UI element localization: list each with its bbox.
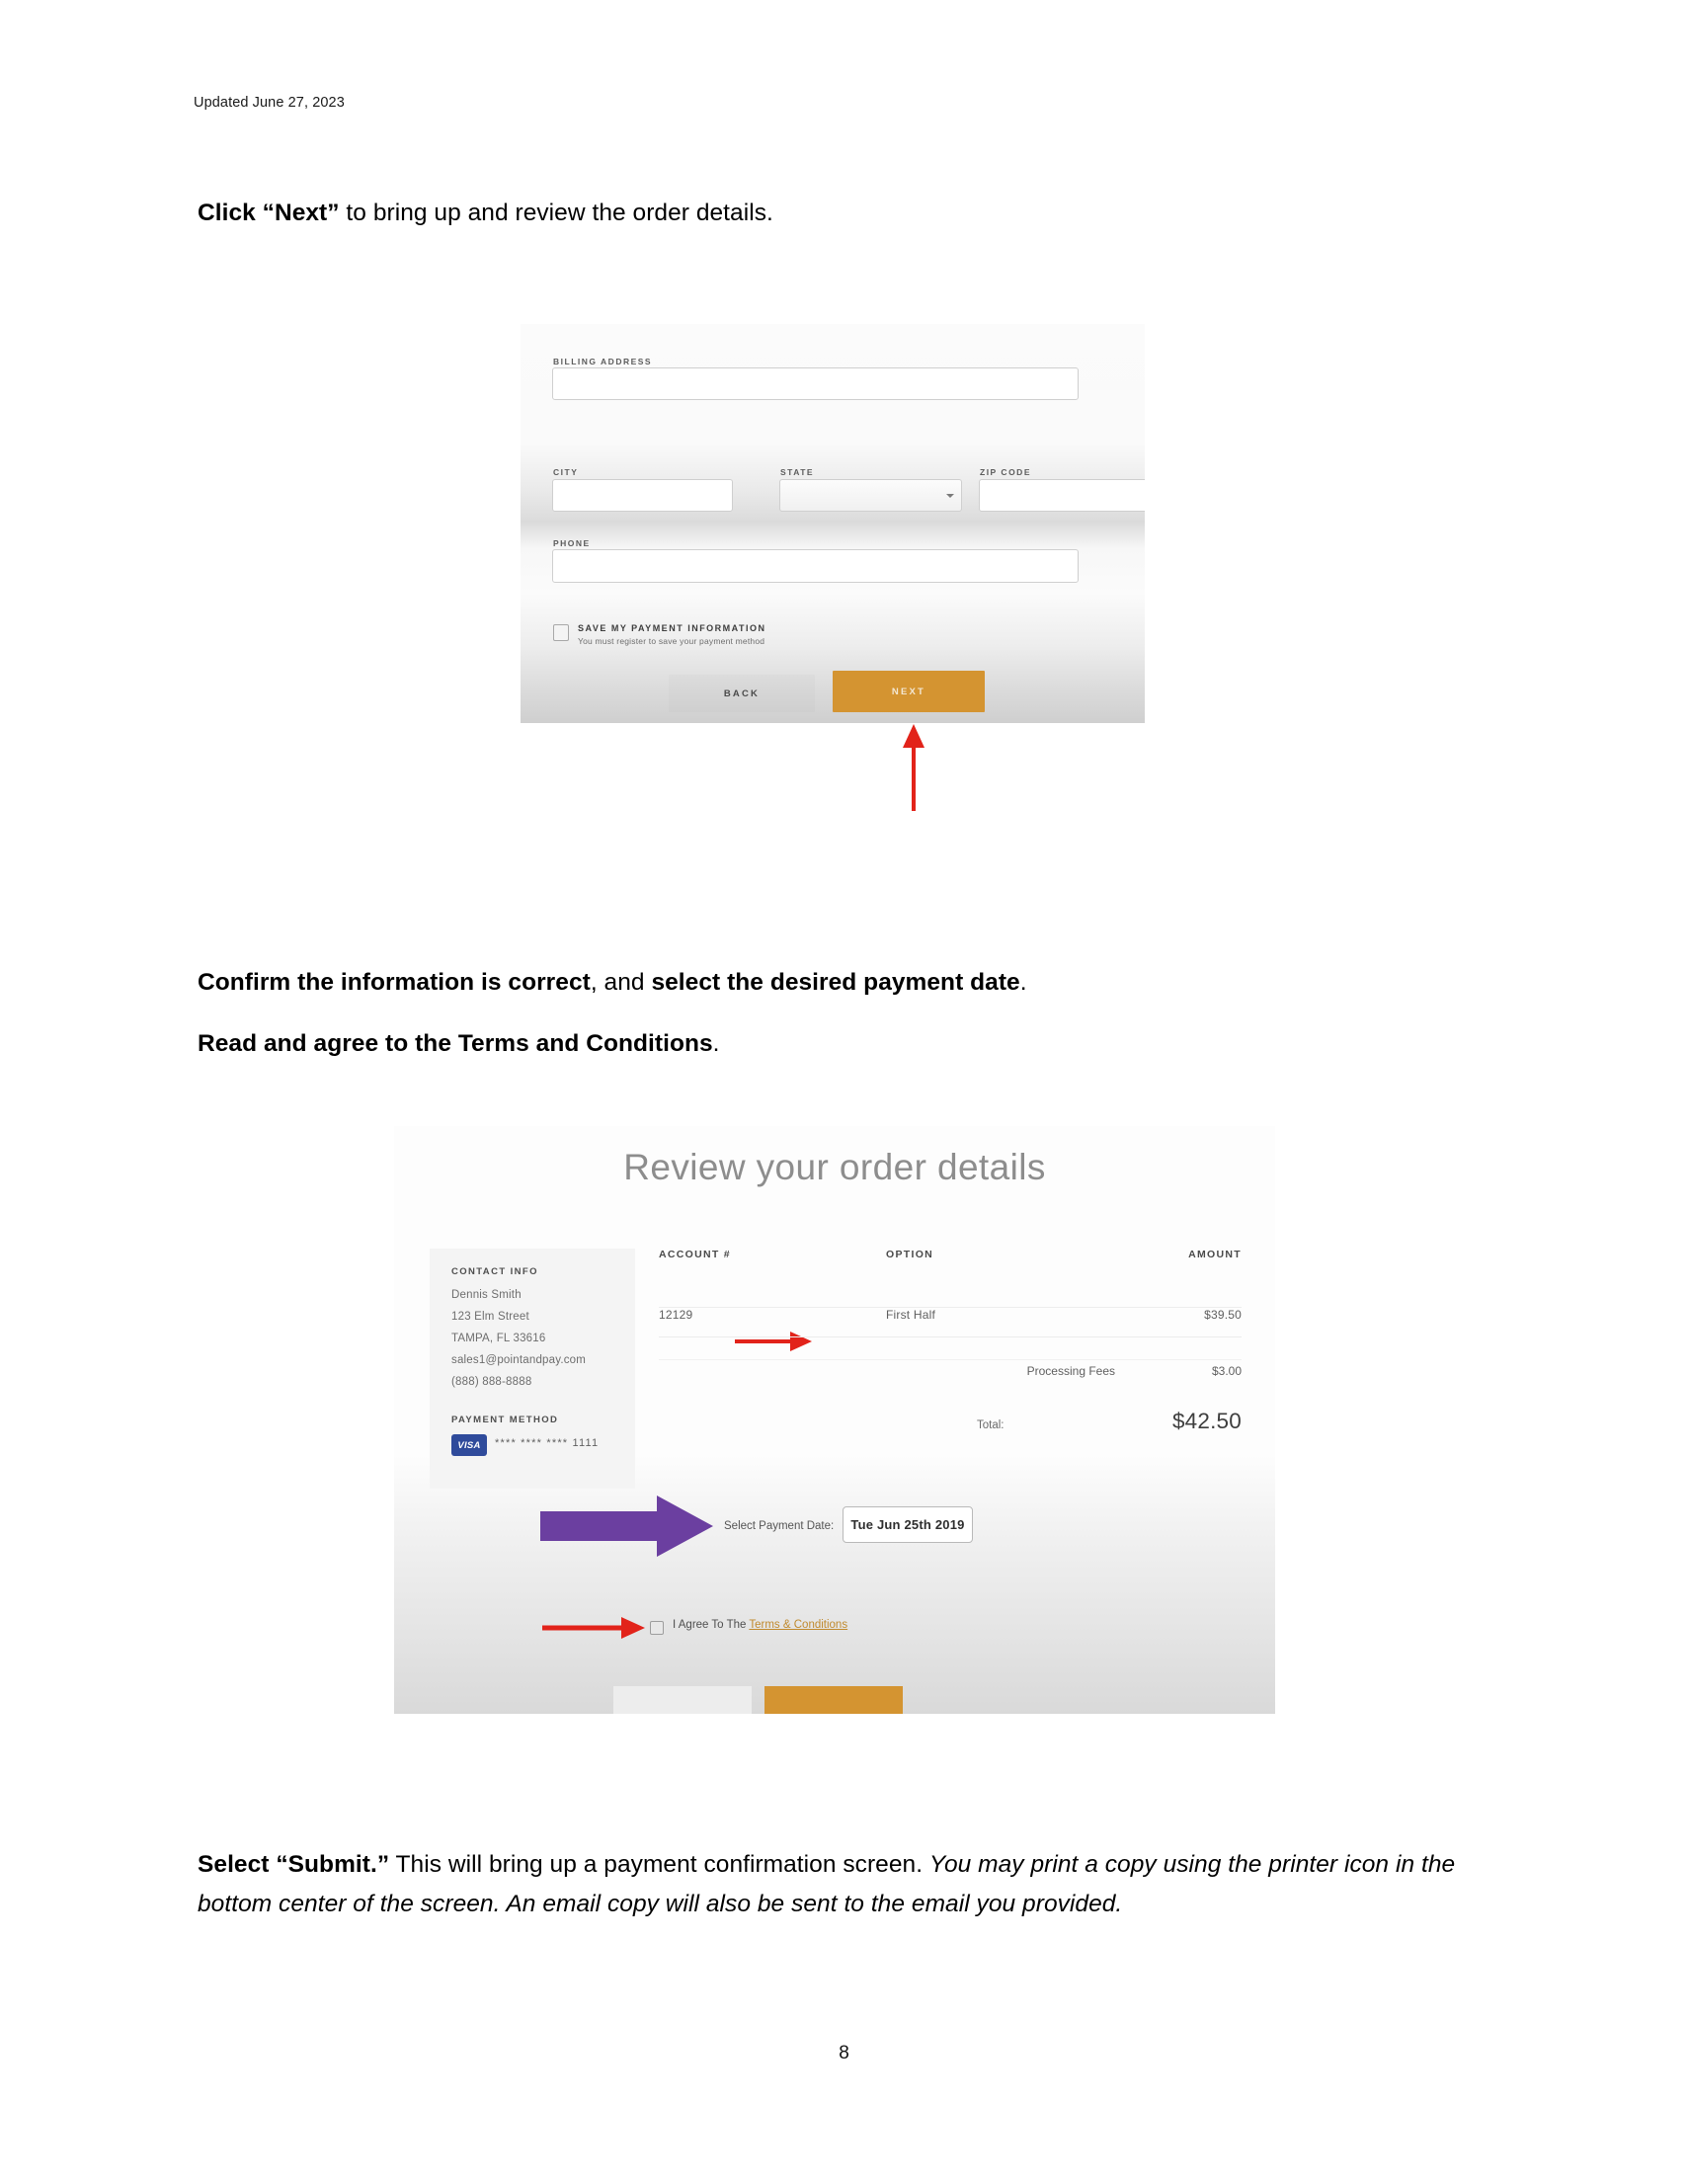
contact-info-heading: CONTACT INFO: [451, 1266, 538, 1277]
back-button[interactable]: BACK: [669, 675, 815, 712]
input-city[interactable]: [552, 479, 733, 512]
column-header-amount: AMOUNT: [1188, 1249, 1242, 1260]
label-city: CITY: [553, 467, 579, 477]
document-header-note: Updated June 27, 2023: [194, 95, 345, 111]
hint-save-payment-information: You must register to save your payment method: [578, 636, 765, 646]
contact-info-line: TAMPA, FL 33616: [451, 1333, 546, 1344]
column-header-option: OPTION: [886, 1249, 934, 1260]
checkbox-save-payment-information[interactable]: [553, 624, 569, 641]
label-save-payment-information: SAVE MY PAYMENT INFORMATION: [578, 623, 766, 633]
cell-amount: $39.50: [1204, 1308, 1242, 1322]
visa-card-icon: VISA: [451, 1434, 487, 1456]
table-divider: [659, 1307, 1242, 1308]
select-state[interactable]: [779, 479, 962, 512]
annotation-arrow-right-red-terms: [542, 1617, 645, 1639]
input-zip-code[interactable]: [979, 479, 1145, 512]
back-button-partial[interactable]: [613, 1686, 752, 1714]
submit-button-partial[interactable]: [764, 1686, 903, 1714]
contact-info-card: [430, 1249, 635, 1489]
label-state: STATE: [780, 467, 815, 477]
paragraph-confirm-information: [198, 963, 1511, 1003]
input-phone[interactable]: [552, 549, 1079, 583]
paragraph-confirm-end: .: [1019, 969, 1027, 996]
paragraph-confirm-bold-tail: select the desired payment date: [651, 969, 1020, 996]
paragraph-read-agree-bold: Read and agree to the Terms and Conditions: [198, 1030, 713, 1057]
table-row: [659, 1278, 1242, 1337]
contact-info-line: Dennis Smith: [451, 1289, 522, 1301]
paragraph-click-next: [198, 194, 1511, 233]
paragraph-click-next-bold: Click “Next”: [198, 200, 340, 226]
review-order-title: Review your order details: [623, 1147, 1046, 1187]
input-billing-address[interactable]: [552, 367, 1079, 400]
annotation-arrow-up-red: [894, 724, 933, 811]
order-summary-table: [659, 1249, 1242, 1337]
paragraph-submit-normal: This will bring up a payment confirmation screen.: [389, 1851, 929, 1878]
cell-account-number: 12129: [659, 1308, 693, 1322]
agree-terms-label: [673, 1619, 847, 1631]
figure-billing-form-bottom: [521, 521, 1145, 723]
label-billing-address: BILLING ADDRESS: [553, 357, 653, 366]
payment-method-card-mask: **** **** **** 1111: [495, 1437, 600, 1449]
figure-billing-form-top: [521, 324, 1145, 540]
checkbox-agree-terms[interactable]: [650, 1621, 664, 1635]
processing-fee-row: [659, 1364, 1242, 1412]
paragraph-read-agree-end: .: [712, 1030, 720, 1057]
paragraph-read-agree-terms: [198, 1024, 1511, 1064]
payment-date-input[interactable]: Tue Jun 25th 2019: [843, 1506, 973, 1543]
cell-option: First Half: [886, 1308, 935, 1322]
label-zip-code: ZIP CODE: [980, 467, 1031, 477]
order-table-header-row: [659, 1249, 1242, 1278]
table-divider: [659, 1359, 1242, 1360]
total-label: Total:: [977, 1419, 1005, 1431]
figure-review-order-details: [394, 1126, 1275, 1714]
processing-fee-label: Processing Fees: [1026, 1364, 1115, 1378]
contact-info-line: 123 Elm Street: [451, 1311, 529, 1323]
terms-and-conditions-link[interactable]: Terms & Conditions: [749, 1619, 848, 1631]
paragraph-confirm-middle: , and: [590, 969, 652, 996]
paragraph-select-submit: [198, 1845, 1521, 1923]
column-header-account: ACCOUNT #: [659, 1249, 731, 1260]
next-button[interactable]: NEXT: [833, 671, 985, 712]
processing-fee-amount: $3.00: [1211, 1364, 1242, 1378]
payment-method-heading: PAYMENT METHOD: [451, 1415, 559, 1425]
contact-info-line: sales1@pointandpay.com: [451, 1354, 587, 1366]
label-phone: PHONE: [553, 538, 591, 548]
agree-terms-prefix: I Agree To The: [673, 1619, 750, 1631]
annotation-arrow-right-purple: [540, 1494, 713, 1559]
paragraph-click-next-rest: to bring up and review the order details.: [339, 200, 773, 226]
paragraph-submit-italic: You may print a copy using the printer icon in the bottom center of the screen. An email copy will also be sent to the email you provided.: [198, 1851, 1456, 1917]
chevron-down-icon: [946, 494, 954, 498]
contact-info-line: (888) 888-8888: [451, 1376, 532, 1388]
page-number: 8: [839, 2043, 849, 2063]
total-amount: $42.50: [1171, 1409, 1242, 1433]
paragraph-submit-bold: Select “Submit.”: [198, 1851, 390, 1878]
select-payment-date-label: Select Payment Date:: [724, 1520, 835, 1532]
paragraph-confirm-bold-lead: Confirm the information is correct: [198, 969, 591, 996]
